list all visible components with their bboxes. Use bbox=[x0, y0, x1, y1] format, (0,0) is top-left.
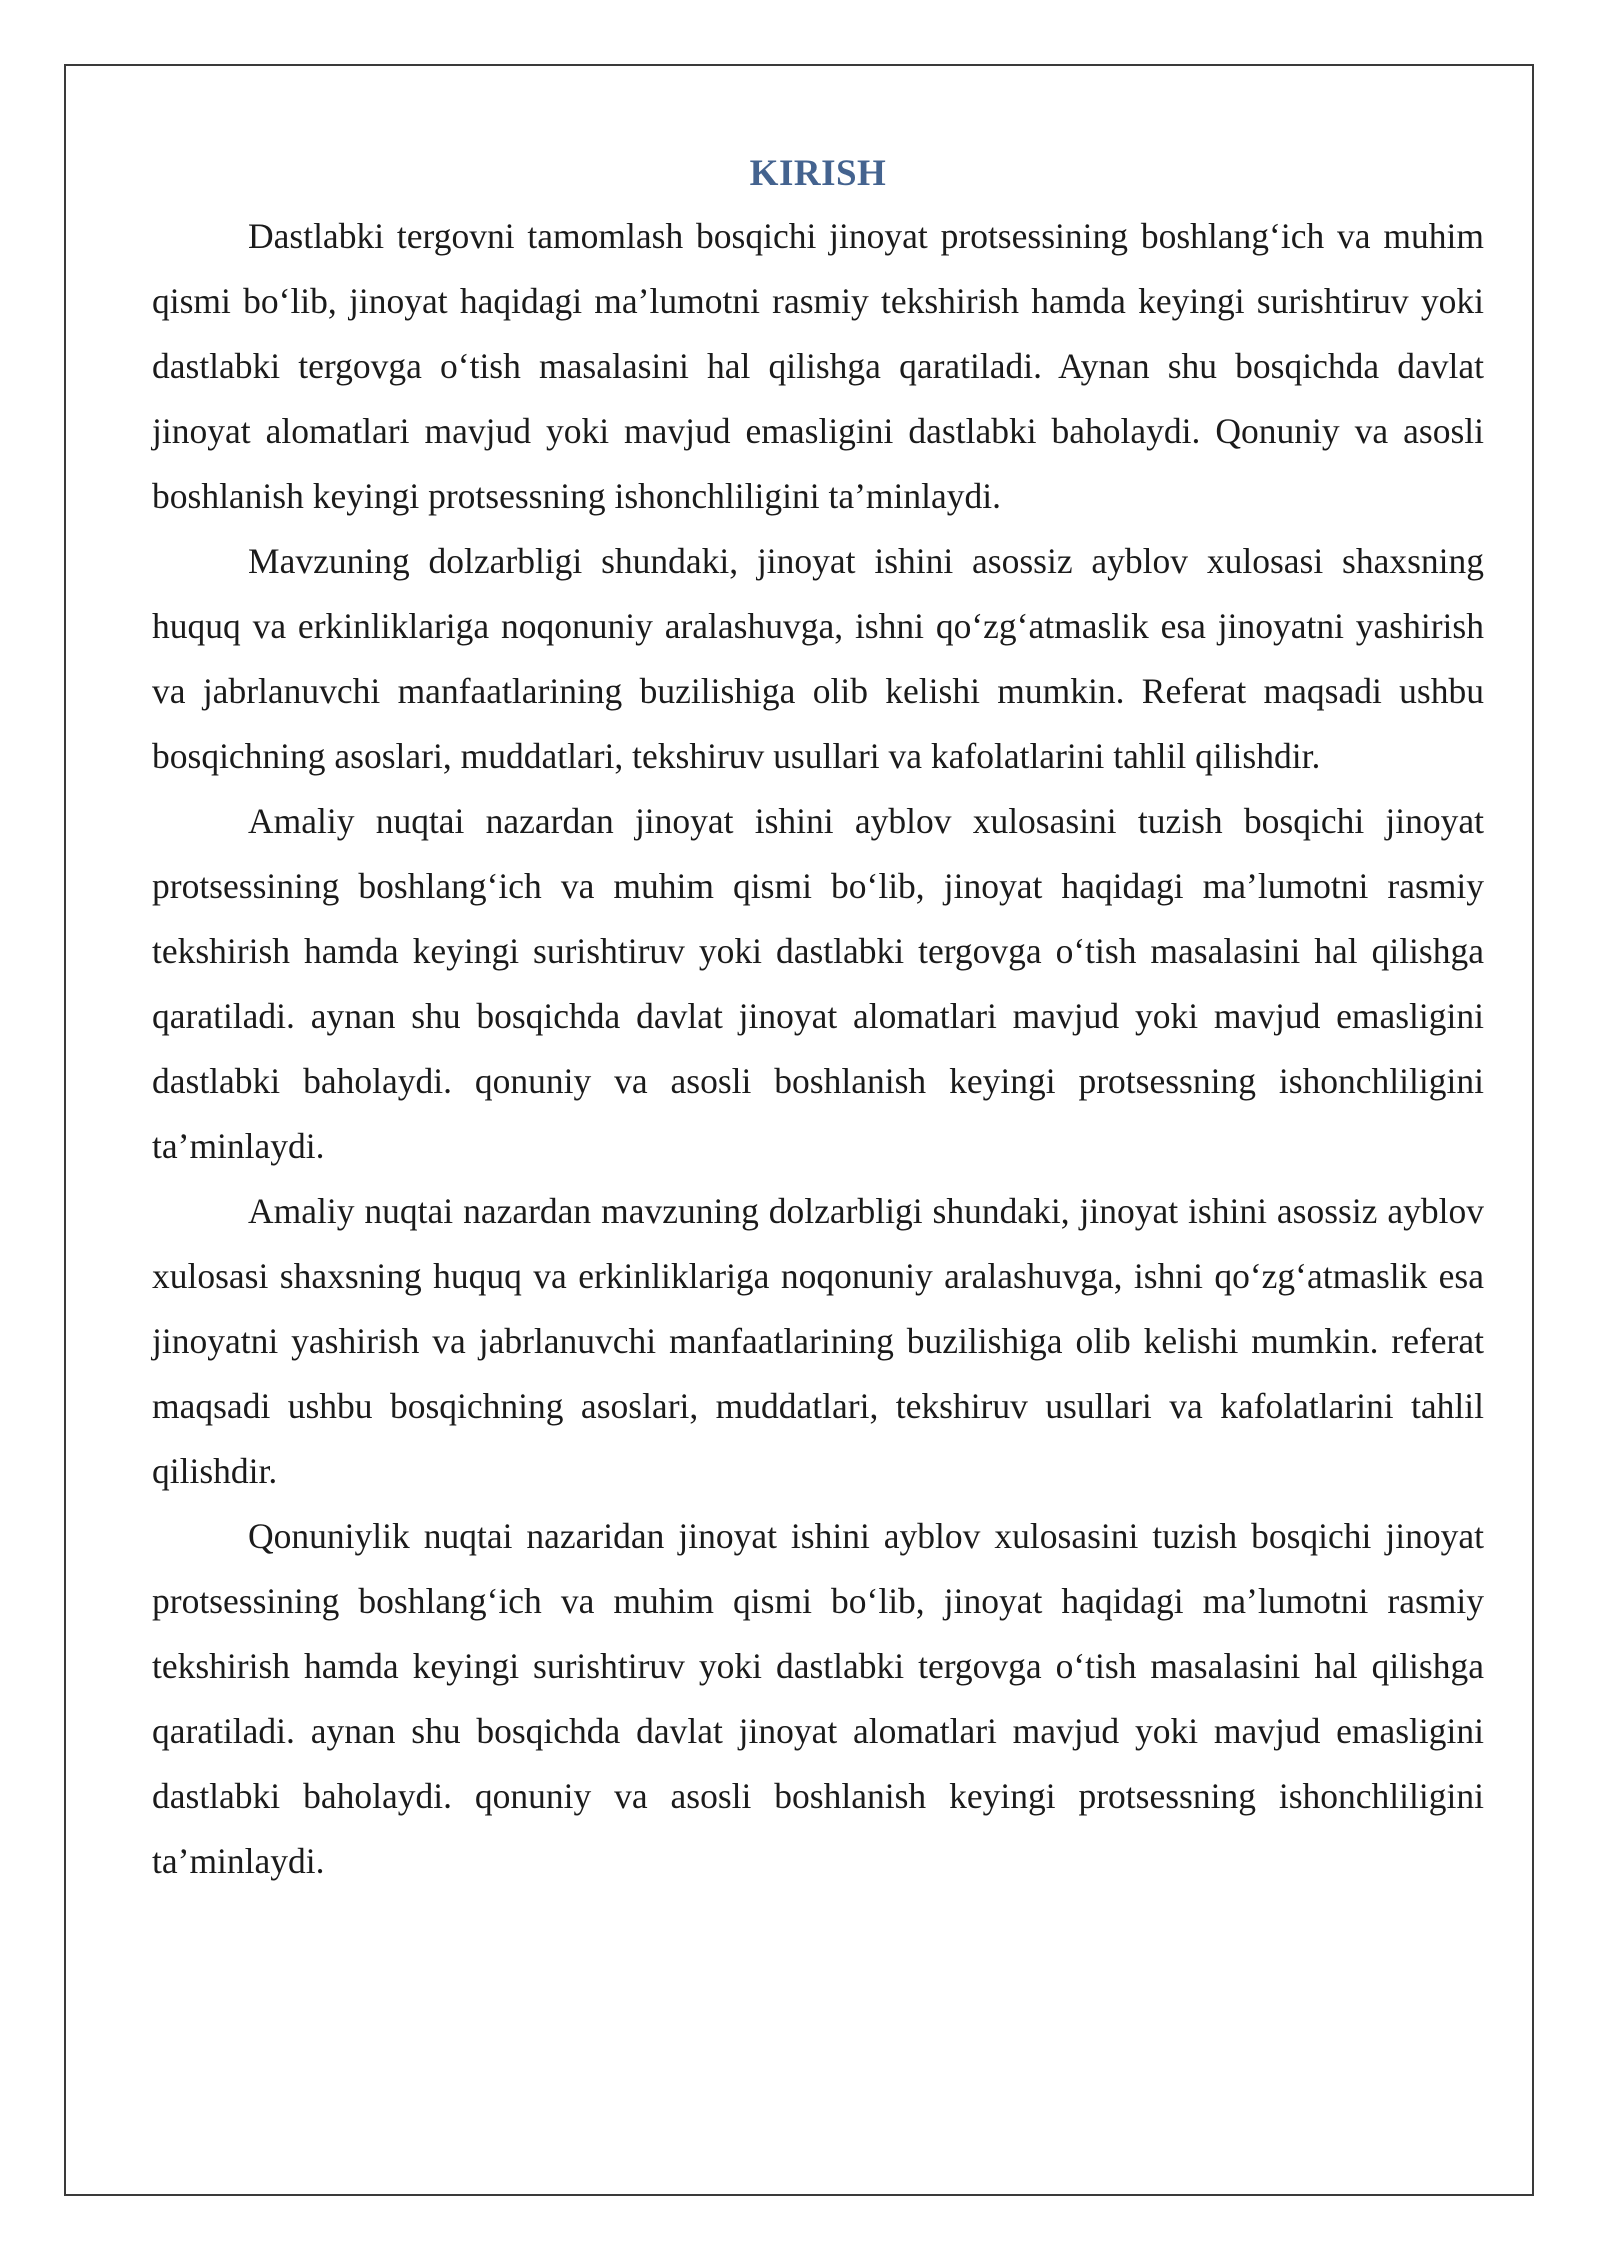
paragraph: Mavzuning dolzarbligi shundaki, jinoyat ishini asossiz ayblov xulosasi shaxsning huquq va erkinliklariga noqonuniy aralashuvga, ishni qo‘zg‘atmaslik esa jinoyatni yashirish va jabrlanuvchi manfaatlarining buzilishiga olib kelishi mumkin. Referat maqsadi ushbu bosqichning asoslari, muddatlari, tekshiruv usullari va kafolatlarini tahlil qilishdir. bbox=[152, 541, 1484, 776]
paragraph: Dastlabki tergovni tamomlash bosqichi jinoyat protsessining boshlang‘ich va muhim qismi bo‘lib, jinoyat haqidagi ma’lumotni rasmiy tekshirish hamda keyingi surishtiruv yoki dastlabki tergovga o‘tish masalasini hal qilishga qaratiladi. Aynan shu bosqichda davlat jinoyat alomatlari mavjud yoki mavjud emasligini dastlabki baholaydi. Qonuniy va asosli boshlanish keyingi protsessning ishonchliligini ta’minlaydi. bbox=[152, 216, 1484, 516]
document-title: KIRISH bbox=[749, 153, 887, 194]
paragraph: Qonuniylik nuqtai nazaridan jinoyat ishini ayblov xulosasini tuzish bosqichi jinoyat protsessining boshlang‘ich va muhim qismi bo‘lib, jinoyat haqidagi ma’lumotni rasmiy tekshirish hamda keyingi surishtiruv yoki dastlabki tergovga o‘tish masalasini hal qilishga qaratiladi. aynan shu bosqichda davlat jinoyat alomatlari mavjud yoki mavjud emasligini dastlabki baholaydi. qonuniy va asosli boshlanish keyingi protsessning ishonchliligini ta’minlaydi. bbox=[152, 1516, 1484, 1881]
paragraph: Amaliy nuqtai nazardan mavzuning dolzarbligi shundaki, jinoyat ishini asossiz ayblov xulosasi shaxsning huquq va erkinliklariga noqonuniy aralashuvga, ishni qo‘zg‘atmaslik esa jinoyatni yashirish va jabrlanuvchi manfaatlarining buzilishiga olib kelishi mumkin. referat maqsadi ushbu bosqichning asoslari, muddatlari, tekshiruv usullari va kafolatlarini tahlil qilishdir. bbox=[152, 1191, 1484, 1491]
document-body bbox=[152, 146, 1484, 1894]
paragraph: Amaliy nuqtai nazardan jinoyat ishini ayblov xulosasini tuzish bosqichi jinoyat protsessining boshlang‘ich va muhim qismi bo‘lib, jinoyat haqidagi ma’lumotni rasmiy tekshirish hamda keyingi surishtiruv yoki dastlabki tergovga o‘tish masalasini hal qilishga qaratiladi. aynan shu bosqichda davlat jinoyat alomatlari mavjud yoki mavjud emasligini dastlabki baholaydi. qonuniy va asosli boshlanish keyingi protsessning ishonchliligini ta’minlaydi. bbox=[152, 801, 1484, 1166]
